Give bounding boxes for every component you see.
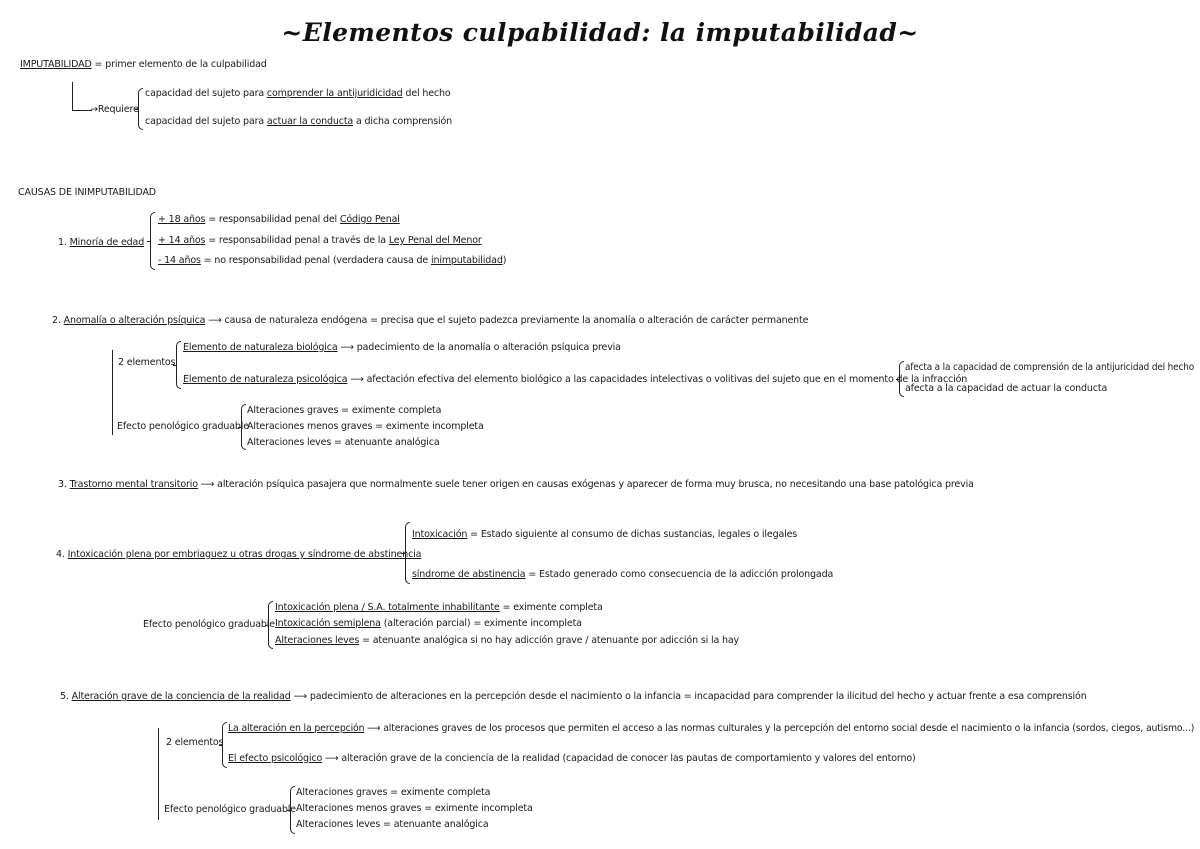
effect-item: Alteraciones leves = atenuante analógica <box>247 437 440 448</box>
effect-text: = eximente completa <box>499 602 603 613</box>
element-key: Elemento de naturaleza biológica <box>183 342 338 353</box>
age-text: ) <box>502 255 507 266</box>
effect-key: Intoxicación plena / S.A. totalmente inhabilitante <box>275 602 500 613</box>
intoxication-text: = Estado siguiente al consumo de dichas sustancias, legales o ilegales <box>467 529 798 540</box>
cause-description: ⟶ alteración psíquica pasajera que normalmente suele tener origen en causas exógenas y aparecer de forma muy brusca, no necesitando una base patológica previa <box>197 479 974 490</box>
cause-1-title <box>58 238 144 248</box>
element-item <box>228 724 1194 734</box>
effect-item: afecta a la capacidad de actuar la conducta <box>905 383 1108 394</box>
cause-label: Alteración grave de la conciencia de la realidad <box>71 691 291 702</box>
effect-item: Alteraciones graves = eximente completa <box>247 405 442 416</box>
elements-label: 2 elementos <box>166 737 224 748</box>
page-title: ~Elementos culpabilidad: la imputabilidad~ <box>281 18 919 47</box>
brace <box>899 361 904 397</box>
brace <box>138 88 143 130</box>
cause-number: 1. <box>58 237 67 248</box>
intoxication-key: Intoxicación <box>412 529 468 540</box>
intoxication-item <box>412 530 797 540</box>
element-text: ⟶ padecimiento de la anomalía o alteración psíquica previa <box>337 342 621 353</box>
age-text: = responsabilidad penal a través de la <box>205 235 389 246</box>
intoxication-text: = Estado generado como consecuencia de la adicción prolongada <box>525 569 834 580</box>
effect-item <box>275 636 739 646</box>
cause-description: ⟶ padecimiento de alteraciones en la percepción desde el nacimiento o la infancia = incapacidad para comprender la ilicitud del hecho y actuar frente a esa comprensión <box>290 691 1087 702</box>
requires-label: →Requiere <box>90 104 139 115</box>
age-key: + 18 años <box>158 214 206 225</box>
cause-description: ⟶ causa de naturaleza endógena = precisa que el sujeto padezca previamente la anomalía o alteración de carácter permanente <box>205 315 809 326</box>
tree-connector <box>112 350 113 435</box>
tree-connector <box>72 110 92 111</box>
effect-item: Alteraciones menos graves = eximente incompleta <box>247 421 484 432</box>
element-key: El efecto psicológico <box>228 753 323 764</box>
requirement-text: capacidad del sujeto para <box>145 88 267 99</box>
effect-item: Alteraciones menos graves = eximente incompleta <box>296 803 533 814</box>
requirement-item <box>145 89 451 99</box>
cause-3-title <box>58 480 974 490</box>
tree-connector <box>158 728 159 820</box>
requirement-text: a dicha comprensión <box>353 116 453 127</box>
brace <box>150 212 155 270</box>
effect-item <box>275 619 582 629</box>
age-text: = responsabilidad penal del <box>205 214 340 225</box>
age-key2: Código Penal <box>339 214 400 225</box>
cause-number: 5. <box>60 691 69 702</box>
cause-label: Minoría de edad <box>69 237 145 248</box>
age-item <box>158 256 506 266</box>
requirement-item <box>145 117 452 127</box>
effect-label: Efecto penológico graduable <box>143 619 275 630</box>
effect-item: Alteraciones leves = atenuante analógica <box>296 819 489 830</box>
element-text: ⟶ afectación efectiva del elemento biológico a las capacidades intelectivas o volitivas del sujeto que en el momento de la infracción <box>347 374 968 385</box>
effect-key: Alteraciones leves <box>275 635 360 646</box>
element-key: La alteración en la percepción <box>228 723 365 734</box>
requires-label-text: Requiere <box>97 104 139 115</box>
imputabilidad-term: IMPUTABILIDAD <box>20 59 92 70</box>
element-item <box>228 754 916 764</box>
elements-label: 2 elementos <box>118 357 176 368</box>
cause-label: Anomalía o alteración psíquica <box>63 315 206 326</box>
imputabilidad-definition <box>20 60 267 70</box>
effect-text: = atenuante analógica si no hay adicción grave / atenuante por adicción si la hay <box>359 635 740 646</box>
effect-item: afecta a la capacidad de comprensión de la antijuricidad del hecho <box>905 362 1195 373</box>
cause-label: Intoxicación plena por embriaguez u otras drogas y síndrome de abstinencia <box>67 549 422 560</box>
cause-number: 2. <box>52 315 61 326</box>
age-key: + 14 años <box>158 235 206 246</box>
effect-label: Efecto penológico graduable <box>164 804 296 815</box>
age-key: - 14 años <box>158 255 201 266</box>
imputabilidad-definition-text: = primer elemento de la culpabilidad <box>91 59 267 70</box>
causes-heading: CAUSAS DE INIMPUTABILIDAD <box>18 187 156 198</box>
cause-2-title <box>52 316 808 326</box>
effect-key: Intoxicación semiplena <box>275 618 381 629</box>
brace <box>290 786 295 834</box>
element-text: ⟶ alteraciones graves de los procesos que permiten el acceso a las normas culturales y la percepción del entorno social desde el nacimiento o la infancia (sordos, ciegos, autismo...) <box>364 723 1195 734</box>
element-item <box>183 375 967 385</box>
cause-4-title <box>56 550 421 560</box>
brace <box>241 404 246 450</box>
age-text: = no responsabilidad penal (verdadera causa de <box>200 255 431 266</box>
effect-item <box>275 603 603 613</box>
brace <box>222 722 227 768</box>
age-item <box>158 215 400 225</box>
brace <box>405 522 410 584</box>
element-text: ⟶ alteración grave de la conciencia de la realidad (capacidad de conocer las pautas de comportamiento y valores del entorno) <box>322 753 916 764</box>
cause-label: Trastorno mental transitorio <box>69 479 198 490</box>
requirement-key: comprender la antijuridicidad <box>266 88 403 99</box>
effect-label: Efecto penológico graduable <box>117 421 249 432</box>
cause-number: 3. <box>58 479 67 490</box>
brace <box>268 601 273 649</box>
requirement-key: actuar la conducta <box>266 116 354 127</box>
effect-text: (alteración parcial) = eximente incompleta <box>380 618 582 629</box>
element-item <box>183 343 621 353</box>
age-item <box>158 236 482 246</box>
age-key2: Ley Penal del Menor <box>388 235 482 246</box>
requirement-text: del hecho <box>402 88 451 99</box>
cause-number: 4. <box>56 549 65 560</box>
element-key: Elemento de naturaleza psicológica <box>183 374 348 385</box>
age-key2: inimputabilidad <box>430 255 503 266</box>
tree-connector <box>72 82 73 110</box>
effect-item: Alteraciones graves = eximente completa <box>296 787 491 798</box>
intoxication-key: síndrome de abstinencia <box>412 569 526 580</box>
requirement-text: capacidad del sujeto para <box>145 116 267 127</box>
cause-5-title <box>60 692 1087 702</box>
brace <box>176 341 181 389</box>
intoxication-item <box>412 570 833 580</box>
